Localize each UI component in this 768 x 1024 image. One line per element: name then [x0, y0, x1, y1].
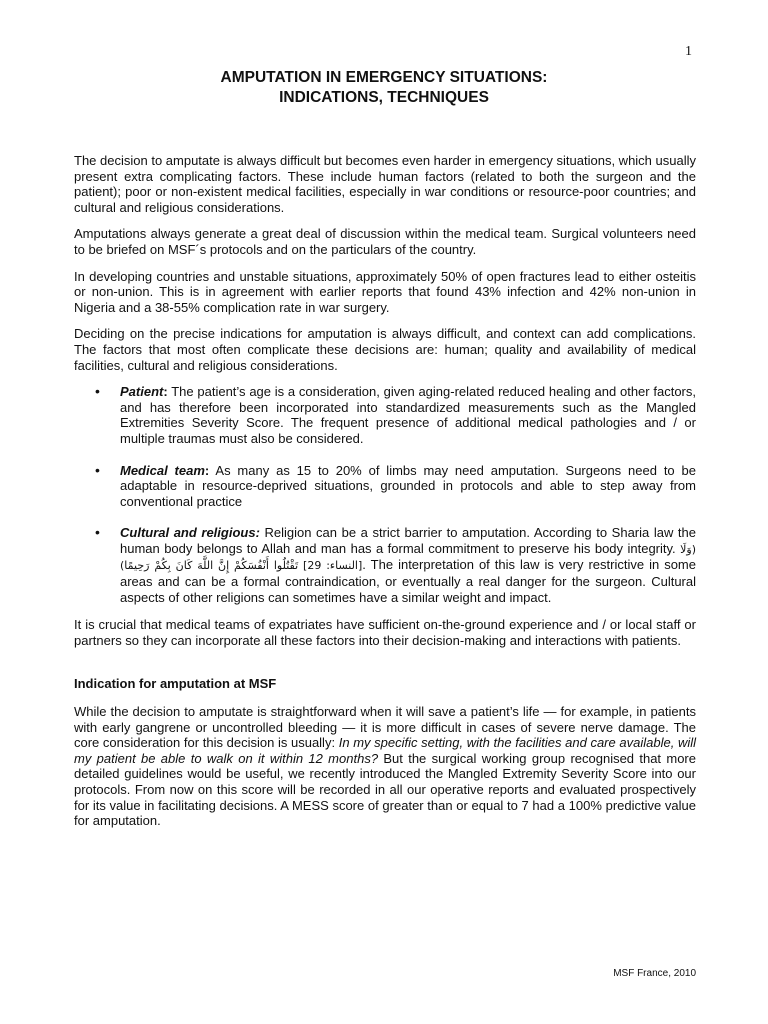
bullet-label-patient: Patient — [120, 384, 164, 400]
paragraph-discussion: Amputations always generate a great deal of discussion within the medical team. Surgical volunteers need to be briefed on MSF´s protocols and on the particulars of the country. — [74, 226, 696, 257]
bullet-text-patient: The patient’s age is a consideration, given aging-related reduced healing and other factors, and has therefore been incorporated into standardized measurements such as the Mangled Extremities Severity Score. The frequent presence of additional medical pathologies and / or multiple traumas must also be considered. — [120, 384, 696, 446]
section-italic-question: In my specific setting, with the facilities and care available, will my patient be able to walk on it within 12 months? — [74, 735, 697, 766]
paragraph-msf-indication — [74, 704, 696, 829]
section-heading: Indication for amputation at MSF — [74, 676, 277, 692]
footer-source: MSF France, 2010 — [613, 968, 696, 979]
arabic-verse: (وَلَا تَقْتُلُوا أَنْفُسَكُمْ إِنَّ اللَّهَ كَانَ بِكُمْ رَحِيمًا) — [120, 542, 696, 573]
bullet-text-medical-team: As many as 15 to 20% of limbs may need amputation. Surgeons need to be adaptable in resource-deprived situations, grounded in protocols and able to step away from conventional practice — [120, 462, 696, 509]
list-item-patient — [120, 384, 696, 446]
section-text-after: But the surgical working group recognised that more detailed guidelines would be useful, we recently introduced the Mangled Extremity Severity Score into our protocols. From now on this score will be recorded in all our operative reports and evaluated prospectively for its value in facilitating decisions. A MESS score of greater than or equal to 7 had a 100% predictive value for amputation. — [74, 750, 696, 829]
paragraph-statistics: In developing countries and unstable situations, approximately 50% of open fractures lead to either osteitis or non-union. This is in agreement with earlier reports that found 43% infection and 42% non-union in Nigeria and a 38-55% complication rate in war surgery. — [74, 268, 696, 315]
list-item-cultural — [120, 525, 696, 605]
bullet-label-medical-team: Medical team — [120, 462, 205, 478]
document-title — [0, 68, 768, 108]
bullet-label-cultural: Cultural and religious: — [120, 525, 260, 541]
page-number: 1 — [685, 44, 692, 59]
bullet-text-cultural-after: . The interpretation of this law is very restrictive in some areas and can be a formal contraindication, or eventually a real danger for the surgeon. Cultural aspects of other religions can sometimes have a similar weight and impact. — [120, 557, 696, 605]
document-body — [74, 153, 696, 840]
section-text-before: While the decision to amputate is straightforward when it will save a patient’s life — for example, in patients with early gangrene or uncontrolled bleeding — it is more difficult in cases of severe nerve damage. The core consideration for this decision is usually: — [74, 704, 696, 751]
list-item-medical-team — [120, 463, 696, 510]
paragraph-intro: The decision to amputate is always difficult but becomes even harder in emergency situations, which usually present extra complicating factors. These include human factors (related to both the surgeon and the patient); poor or non-existent medical facilities, especially in war conditions or resource-poor countries; and cultural and religious considerations. — [74, 153, 696, 215]
title-line-1: AMPUTATION IN EMERGENCY SITUATIONS: — [220, 69, 548, 86]
bullet-text-cultural-before: Religion can be a strict barrier to amputation. According to Sharia law the human body belongs to Allah and man has a formal commitment to preserve his body integrity. — [120, 525, 696, 556]
paragraph-indications: Deciding on the precise indications for amputation is always difficult, and context can add complications. The factors that most often complicate these decisions are: human; quality and availability of medical facilities, cultural and religious considerations. — [74, 326, 696, 373]
paragraph-experience: It is crucial that medical teams of expatriates have sufficient on-the-ground experience and / or local staff or partners so they can incorporate all these factors into their decision-making and interactions with patients. — [74, 617, 696, 648]
factor-list — [74, 384, 696, 605]
bullet-colon-medical-team: : — [204, 462, 210, 478]
title-line-2: INDICATIONS, TECHNIQUES — [279, 89, 489, 106]
bullet-colon-patient: : — [163, 384, 168, 400]
verse-reference: [29 :النساء] — [298, 559, 363, 573]
